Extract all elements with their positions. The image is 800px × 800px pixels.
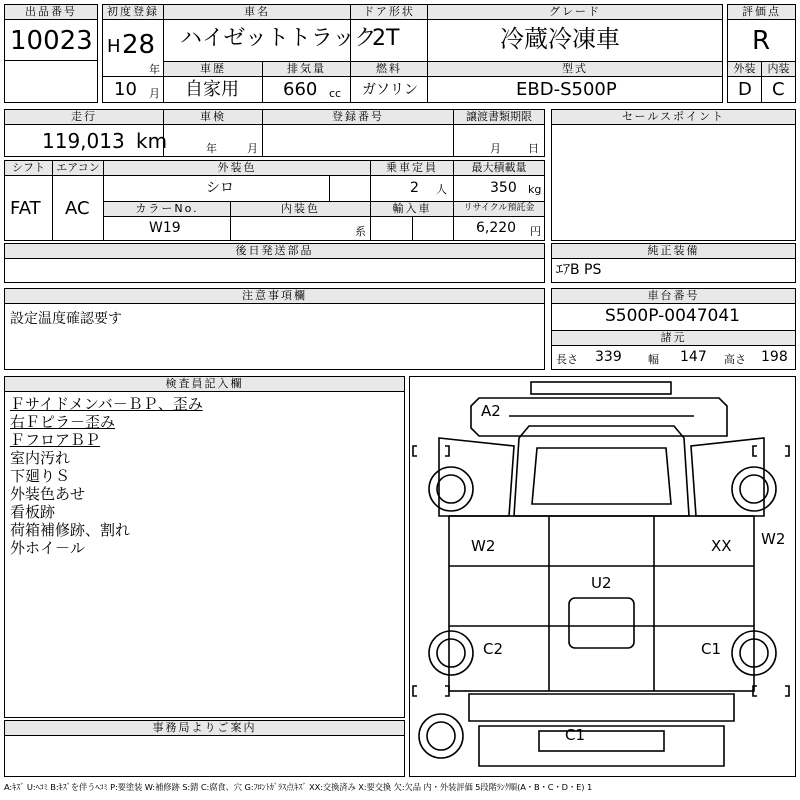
insp-month-unit: 月 — [247, 142, 258, 155]
legend: A:ｷｽﾞ U:ﾍｺﾐ B:ｷｽﾞを伴うﾍｺﾐ P:要塗装 W:補修跡 S:錆 C:腐食、穴 G:ﾌﾛﾝﾄｶﾞﾗｽ点ｷｽﾞ XX:交換済み X:要交換 欠:欠品 内・外装評価 5段階ﾗﾝｸ順(A・B・C・D・E) 1 — [4, 782, 593, 792]
color-header: 外装色 — [103, 160, 371, 176]
rear-deck — [479, 726, 724, 766]
inspector-note: Ｆサイドメンバ－ＢＰ、歪み — [10, 395, 203, 413]
sales-point-cell — [551, 124, 796, 241]
ac-header: エアコン — [52, 160, 104, 176]
front-bumper — [471, 398, 727, 436]
color-cell — [103, 175, 371, 202]
mark-c1-bottom: C1 — [565, 726, 586, 744]
left-door — [439, 438, 514, 516]
sales-point-header: セールスポイント — [551, 109, 796, 125]
car-name-header: 車名 — [163, 4, 351, 20]
mark-w2-right: W2 — [761, 530, 786, 548]
windshield — [532, 448, 671, 504]
genuine: ｴｱB PS — [556, 262, 602, 278]
wheel-front-left — [429, 467, 473, 511]
color-no-header: カラーNo. — [103, 201, 231, 217]
month-unit: 月 — [149, 87, 160, 100]
rear-panel — [469, 694, 734, 721]
notes: 設定温度確認要す — [10, 311, 122, 327]
transfer-day-unit: 日 — [528, 142, 539, 155]
plate-header: 登録番号 — [262, 109, 454, 125]
interior-color-header: 内装色 — [230, 201, 371, 217]
ac: AC — [65, 198, 90, 219]
first-reg-year: 28 — [122, 30, 156, 60]
car-diagram — [409, 376, 796, 777]
mileage: 119,013 — [42, 129, 125, 153]
office-header: 事務局よりご案内 — [4, 720, 405, 736]
inspector-note: 外ホイ－ル — [10, 539, 86, 557]
chassis-header: 車台番号 — [551, 288, 796, 304]
transfer-header: 譲渡書類期限 — [453, 109, 545, 125]
interior-score: C — [772, 79, 785, 100]
model: EBD-S500P — [516, 79, 617, 100]
length: 339 — [595, 349, 622, 365]
insp-year-unit: 年 — [206, 142, 217, 155]
interior-header: 内装 — [761, 61, 796, 77]
mark-xx: XX — [711, 537, 732, 555]
mark-a2: A2 — [481, 402, 501, 420]
history: 自家用 — [185, 79, 239, 100]
spare-wheel — [419, 714, 463, 758]
inspector-note: 室内汚れ — [10, 449, 71, 467]
capacity: 2 — [410, 180, 419, 196]
fuel: ガソリン — [362, 82, 418, 98]
plate-cell — [262, 124, 454, 157]
recycle: 6,220 — [476, 220, 517, 236]
lot-no-header: 出品番号 — [4, 4, 98, 20]
lot-no-blank-cell — [4, 60, 98, 103]
grade-header: グレード — [427, 4, 723, 20]
notes-header: 注意事項欄 — [4, 288, 545, 304]
wheel-rear-left — [429, 631, 473, 675]
inspector-note: 荷箱補修跡、割れ — [10, 521, 131, 539]
model-header: 型式 — [427, 61, 723, 77]
chassis: S500P-0047041 — [605, 306, 740, 326]
shift: FAT — [10, 198, 41, 219]
roof-bar — [531, 382, 671, 394]
inspector-note: 右Ｆピラ－歪み — [10, 413, 116, 431]
first-reg-header: 初度登録 — [102, 4, 164, 20]
displacement: 660 — [283, 79, 318, 100]
color-divider — [329, 175, 330, 202]
length-label: 長さ — [556, 353, 578, 366]
load-header: 最大積載量 — [453, 160, 545, 176]
inspector-note: 外装色あせ — [10, 485, 86, 503]
import-divider — [412, 216, 413, 241]
color-no: W19 — [149, 220, 181, 236]
grade: 冷蔵冷凍車 — [500, 25, 620, 53]
car-name: ハイゼットトラック — [180, 26, 377, 51]
height-label: 高さ — [724, 353, 746, 366]
lot-no: 10023 — [10, 26, 93, 56]
genuine-header: 純正装備 — [551, 243, 796, 259]
office-cell — [4, 735, 405, 777]
displacement-header: 排気量 — [262, 61, 351, 77]
later-parts-header: 後日発送部品 — [4, 243, 545, 259]
exterior-header: 外装 — [727, 61, 762, 77]
mileage-header: 走行 — [4, 109, 164, 125]
specs-header: 諸元 — [551, 330, 796, 346]
year-unit: 年 — [149, 63, 160, 76]
cargo-hatch — [569, 598, 634, 648]
interior-color-unit: 系 — [355, 225, 366, 238]
inspection-header: 車検 — [163, 109, 263, 125]
specs-cell — [551, 345, 796, 370]
load-unit: kg — [528, 183, 542, 196]
mark-w2-left: W2 — [471, 537, 496, 555]
wheel-front-right — [732, 467, 776, 511]
transfer-month-unit: 月 — [490, 142, 501, 155]
score-header: 評価点 — [727, 4, 796, 20]
color: シロ — [206, 180, 234, 196]
height: 198 — [761, 349, 788, 365]
score: R — [752, 26, 771, 56]
inspector-note: ＦフロアＢＰ — [10, 431, 101, 449]
shift-header: シフト — [4, 160, 53, 176]
capacity-unit: 人 — [436, 183, 447, 196]
interior-color-cell — [230, 216, 371, 241]
width-label: 幅 — [648, 353, 659, 366]
recycle-header: リサイクル預託金 — [453, 201, 545, 217]
mark-c2: C2 — [483, 640, 504, 658]
load: 350 — [490, 180, 517, 196]
exterior-score: D — [738, 79, 752, 100]
import-header: 輸入車 — [370, 201, 454, 217]
door: 2T — [372, 26, 400, 51]
capacity-header: 乗車定員 — [370, 160, 454, 176]
mark-c1-right: C1 — [701, 640, 722, 658]
reg-divider — [102, 76, 164, 77]
inspector-notes-list — [10, 395, 203, 557]
rear-bumper — [539, 731, 664, 751]
width: 147 — [680, 349, 707, 365]
cab — [514, 426, 689, 516]
fuel-header: 燃料 — [350, 61, 428, 77]
recycle-unit: 円 — [530, 225, 541, 238]
door-header: ドア形状 — [350, 4, 428, 20]
later-parts-cell — [4, 258, 545, 283]
era: H — [107, 36, 121, 57]
mileage-unit: km — [136, 129, 168, 153]
history-header: 車歴 — [163, 61, 263, 77]
first-reg-month: 10 — [114, 79, 137, 100]
mark-u2: U2 — [591, 574, 612, 592]
displacement-unit: cc — [329, 87, 342, 100]
inspector-note: 下廻りＳ — [10, 467, 71, 485]
inspector-header: 検査員記入欄 — [4, 376, 405, 392]
inspector-note: 看板跡 — [10, 503, 56, 521]
